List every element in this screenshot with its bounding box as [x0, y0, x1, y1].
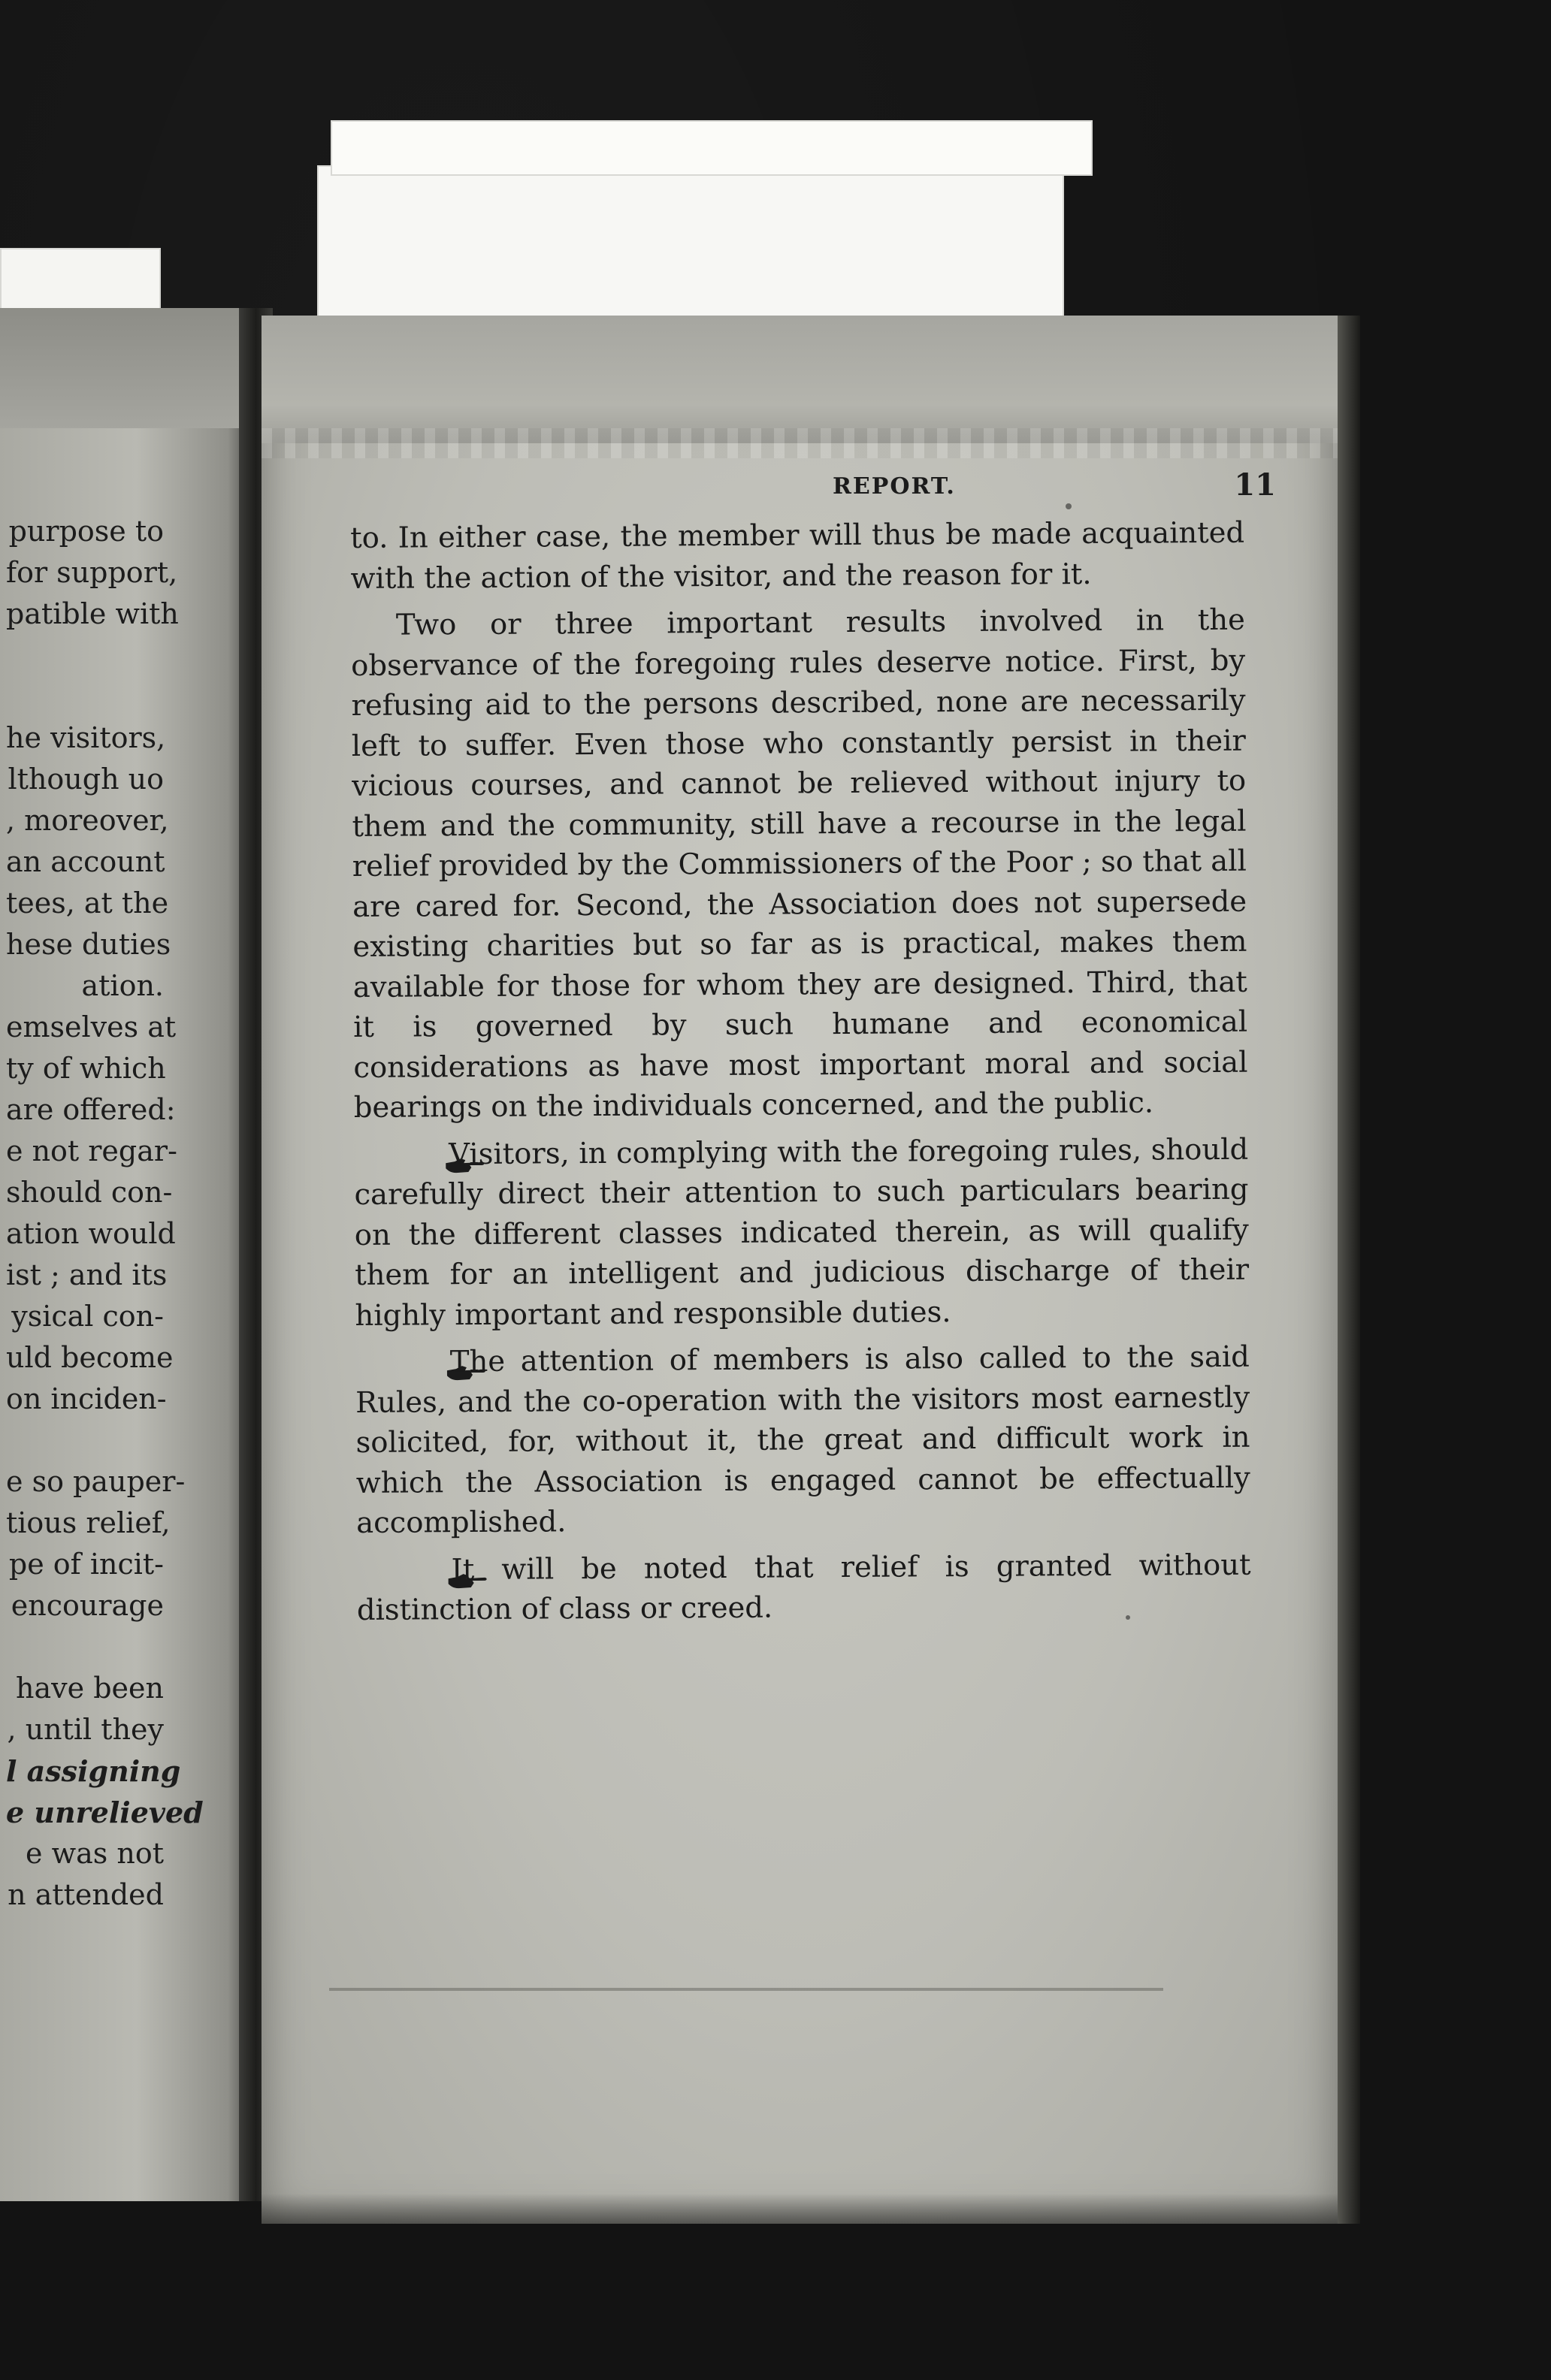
pointing-hand-icon	[399, 1146, 441, 1166]
paragraph-text: It will be noted that relief is granted without distinction of class or creed.	[356, 1548, 1251, 1627]
left-page-line: encourage	[11, 1589, 164, 1622]
left-page-line: are offered:	[6, 1093, 176, 1126]
left-page	[0, 308, 248, 2201]
left-page-line: an account	[6, 845, 165, 878]
body-paragraph	[350, 513, 1245, 599]
left-page-line: ysical con-	[11, 1300, 164, 1333]
ink-speck	[1126, 1615, 1130, 1620]
main-page	[262, 316, 1338, 2224]
left-page-text	[6, 511, 204, 1916]
left-page-line: l assigning	[6, 1754, 181, 1788]
faint-rule	[329, 1988, 1163, 1991]
left-page-line: hese duties	[6, 928, 171, 961]
left-page-line: purpose to	[8, 515, 164, 548]
paragraph-text: to. In either case, the member will thus be made acquainted with the action of the visitor, and the reason for it.	[350, 515, 1245, 596]
page-number: 11	[1234, 467, 1276, 503]
left-page-line: tees, at the	[6, 886, 169, 920]
ink-speck	[1066, 503, 1072, 509]
left-page-line: , moreover,	[6, 804, 169, 837]
left-page-blank-line	[6, 1420, 164, 1461]
pointing-hand-icon	[401, 1354, 443, 1373]
left-page-line: e so pauper-	[6, 1465, 186, 1498]
left-page-line: on inciden-	[6, 1382, 167, 1415]
pointing-hand-icon	[401, 1562, 443, 1581]
left-page-line: emselves at	[6, 1010, 177, 1044]
left-page-line: n attended	[8, 1878, 164, 1911]
paragraph-text: The attention of members is also called to the said Rules, and the co-operation with the visitors most earnestly solicited, for, without it, the great and difficult work in which the Association is engaged cannot be effectually accomplished.	[355, 1340, 1250, 1540]
page-torn-edge	[262, 428, 1338, 458]
left-page-line: e unrelieved	[6, 1796, 204, 1829]
paragraph-text: Visitors, in complying with the foregoing rules, should carefully direct their attention to such particulars bearing on the different classes indicated therein, as will qualify them for an intelligent and judicious discharge of their highly important and responsible duties.	[354, 1132, 1250, 1333]
body-text	[350, 513, 1251, 1638]
page-right-edge	[1338, 316, 1360, 2224]
left-page-line: e was not	[26, 1837, 164, 1870]
left-page-line: pe of incit-	[8, 1548, 164, 1581]
left-page-line: patible with	[6, 597, 179, 630]
body-paragraph	[351, 600, 1248, 1128]
left-page-line: uld become	[6, 1341, 174, 1374]
body-paragraph	[356, 1545, 1251, 1630]
left-page-blank-line	[6, 1626, 164, 1668]
left-page-line: tious relief,	[6, 1506, 171, 1539]
page-bottom-shadow	[262, 2194, 1338, 2224]
left-page-line: e not regar-	[6, 1134, 177, 1167]
left-page-line: ation would	[6, 1217, 176, 1250]
left-page-line: lthough uo	[8, 763, 164, 796]
left-page-line: ist ; and its	[6, 1258, 168, 1291]
left-page-blank-line	[6, 635, 164, 676]
left-page-line: should con-	[6, 1176, 173, 1209]
page-header	[352, 466, 1276, 511]
running-title: REPORT.	[833, 473, 956, 500]
left-page-line: ty of which	[6, 1052, 166, 1085]
page-top-band	[262, 316, 1338, 443]
left-page-line: have been	[16, 1672, 164, 1705]
left-page-blank-line	[6, 676, 164, 717]
left-page-line: for support,	[6, 556, 178, 589]
left-page-line: ation.	[81, 969, 164, 1002]
left-page-torn-edge	[0, 308, 248, 428]
paper-slip-front	[331, 120, 1093, 176]
body-paragraph	[355, 1337, 1251, 1544]
paragraph-text: Two or three important results involved in the observance of the foregoing rules deserve notice. First, by refusing aid to the persons described, none are necessarily left to suffer. Even those who constantly persist in their vicious courses, and cannot be relieved without injury to them and the community, still have a recourse in the legal relief provided by the Commissioners of the Poor ; so that all are cared for. Second, the Association does not supersede existing charities but so far as is practical, makes them available for those for whom they are designed. Third, that it is governed by such humane and economical considerations as have most important moral and social bearings on the individuals concerned, and the public.	[351, 603, 1248, 1125]
left-page-line: , until they	[7, 1713, 164, 1746]
body-paragraph	[354, 1129, 1250, 1336]
left-page-line: he visitors,	[6, 721, 166, 754]
